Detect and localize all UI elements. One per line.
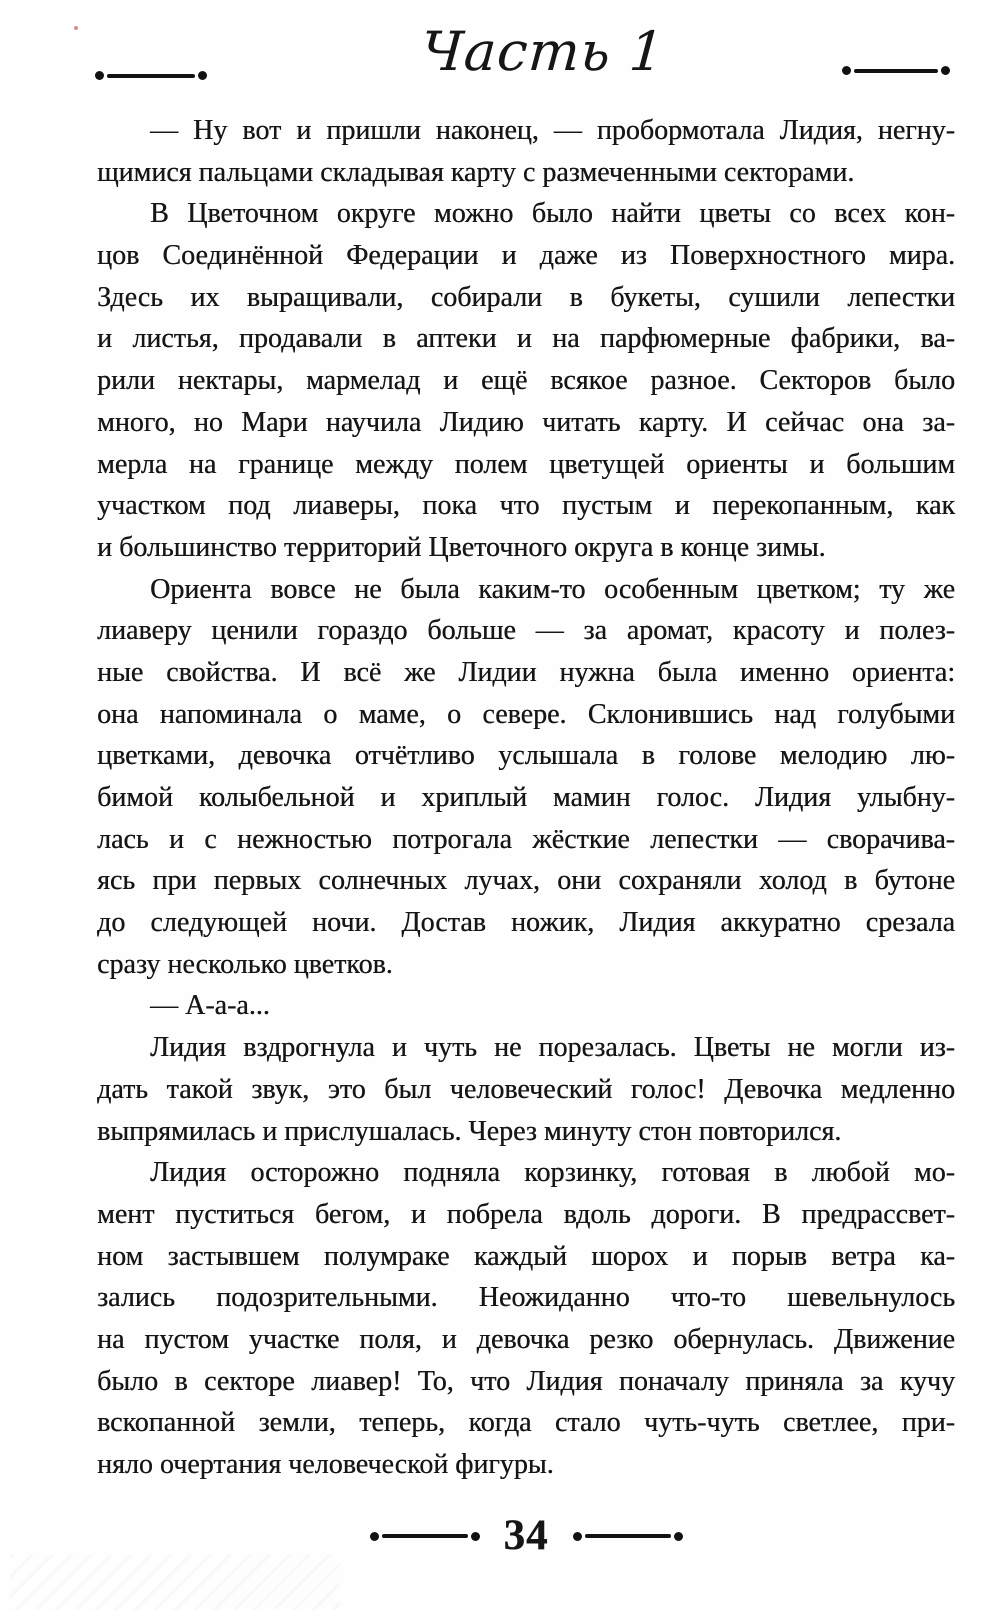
header-ornament-right — [842, 66, 950, 75]
paragraph — [97, 1152, 955, 1486]
text-line: бимой колыбельной и хриплый мамин голос. Лидия улыбну- — [97, 782, 955, 813]
text-line: мерла на границе между полем цветущей ориенты и большим — [97, 448, 955, 480]
paragraph — [97, 569, 955, 986]
scan-artifact-red-speck — [74, 26, 78, 30]
text-line: ные свойства. И всё же Лидии нужна была именно ориента: — [97, 656, 955, 688]
text-line: лась и с нежностью потрогала жёсткие лепестки — сворачива- — [97, 823, 955, 855]
text-line: Ориента вовсе не была каким-то особенным цветком; ту же — [150, 573, 955, 605]
text-line: ном застывшем полумраке каждый шорох и порыв ветра ка- — [97, 1240, 955, 1272]
text-line: выпрямилась и прислушалась. Через минуту стон повторился. — [97, 1115, 842, 1147]
ornament-dot-icon — [842, 66, 851, 75]
text-line: дать такой звук, это был человеческий голос! Девочка медленно — [97, 1073, 955, 1105]
paragraph — [97, 985, 955, 1027]
text-line: няло очертания человеческой фигуры. — [97, 1449, 554, 1480]
ornament-rule — [382, 1534, 468, 1538]
ornament-dot-icon — [95, 71, 104, 80]
paragraph — [97, 110, 955, 193]
text-line: лиаверу ценили гораздо больше — за аромат, красоту и полез- — [97, 615, 955, 647]
text-line: и большинство территорий Цветочного округа в конце зимы. — [97, 531, 826, 563]
ornament-dot-icon — [573, 1532, 582, 1541]
text-line: В Цветочном округе можно было найти цветы со всех кон- — [150, 198, 955, 230]
text-line: зались подозрительными. Неожиданно что-то шевельнулось — [97, 1282, 955, 1314]
text-line: Лидия вздрогнула и чуть не порезалась. Цветы не могли из- — [150, 1032, 955, 1064]
footer-ornament-right — [573, 1532, 683, 1541]
text-line: щимися пальцами складывая карту с размеченными секторами. — [97, 156, 855, 188]
text-line: ясь при первых солнечных лучах, они сохраняли холод в бутоне — [97, 865, 955, 897]
text-line: цветками, девочка отчётливо услышала в голове мелодию лю- — [97, 740, 955, 772]
text-line: сразу несколько цветков. — [97, 948, 393, 980]
text-line: на пустом участке поля, и девочка резко обернулась. Движение — [97, 1323, 955, 1355]
text-line: — Ну вот и пришли наконец, — пробормотала Лидия, негну- — [150, 115, 955, 146]
text-line: было в секторе лиавер! То, что Лидия поначалу приняла за кучу — [97, 1365, 955, 1397]
paragraph — [97, 193, 955, 568]
footer-ornament-left — [370, 1532, 480, 1541]
text-line: мент пуститься бегом, и побрела вдоль дороги. В предрассвет- — [97, 1198, 955, 1230]
ornament-dot-icon — [198, 71, 207, 80]
scan-artifact-smudge — [10, 1555, 340, 1610]
text-line: и листья, продавали в аптеки и на парфюмерные фабрики, ва- — [97, 323, 955, 355]
text-line: вскопанной земли, теперь, когда стало чуть-чуть светлее, при- — [97, 1407, 955, 1439]
ornament-rule — [854, 69, 938, 73]
body-text — [97, 110, 955, 1486]
text-line: рили нектары, мармелад и ещё всякое разное. Секторов было — [97, 365, 955, 397]
ornament-rule — [107, 74, 195, 78]
ornament-dot-icon — [370, 1532, 379, 1541]
page-number: 34 — [503, 1512, 549, 1559]
chapter-title: Часть 1 — [419, 20, 667, 83]
ornament-rule — [585, 1534, 671, 1538]
text-line: участком под лиаверы, пока что пустым и перекопанным, как — [97, 490, 955, 522]
text-line: она напоминала о маме, о севере. Склонившись над голубыми — [97, 698, 955, 730]
ornament-dot-icon — [471, 1532, 480, 1541]
ornament-dot-icon — [674, 1532, 683, 1541]
text-line: — А-а-а... — [150, 990, 270, 1022]
text-line: цов Соединённой Федерации и даже из Поверхностного мира. — [97, 240, 955, 272]
text-line: Лидия осторожно подняла корзинку, готовая в любой мо- — [150, 1157, 955, 1189]
paragraph — [97, 1027, 955, 1152]
header-ornament-left — [95, 71, 207, 80]
ornament-dot-icon — [941, 66, 950, 75]
text-line: много, но Мари научила Лидию читать карту. И сейчас она за- — [97, 406, 955, 438]
text-line: Здесь их выращивали, собирали в букеты, сушили лепестки — [97, 281, 955, 313]
text-line: до следующей ночи. Достав ножик, Лидия аккуратно срезала — [97, 907, 955, 939]
